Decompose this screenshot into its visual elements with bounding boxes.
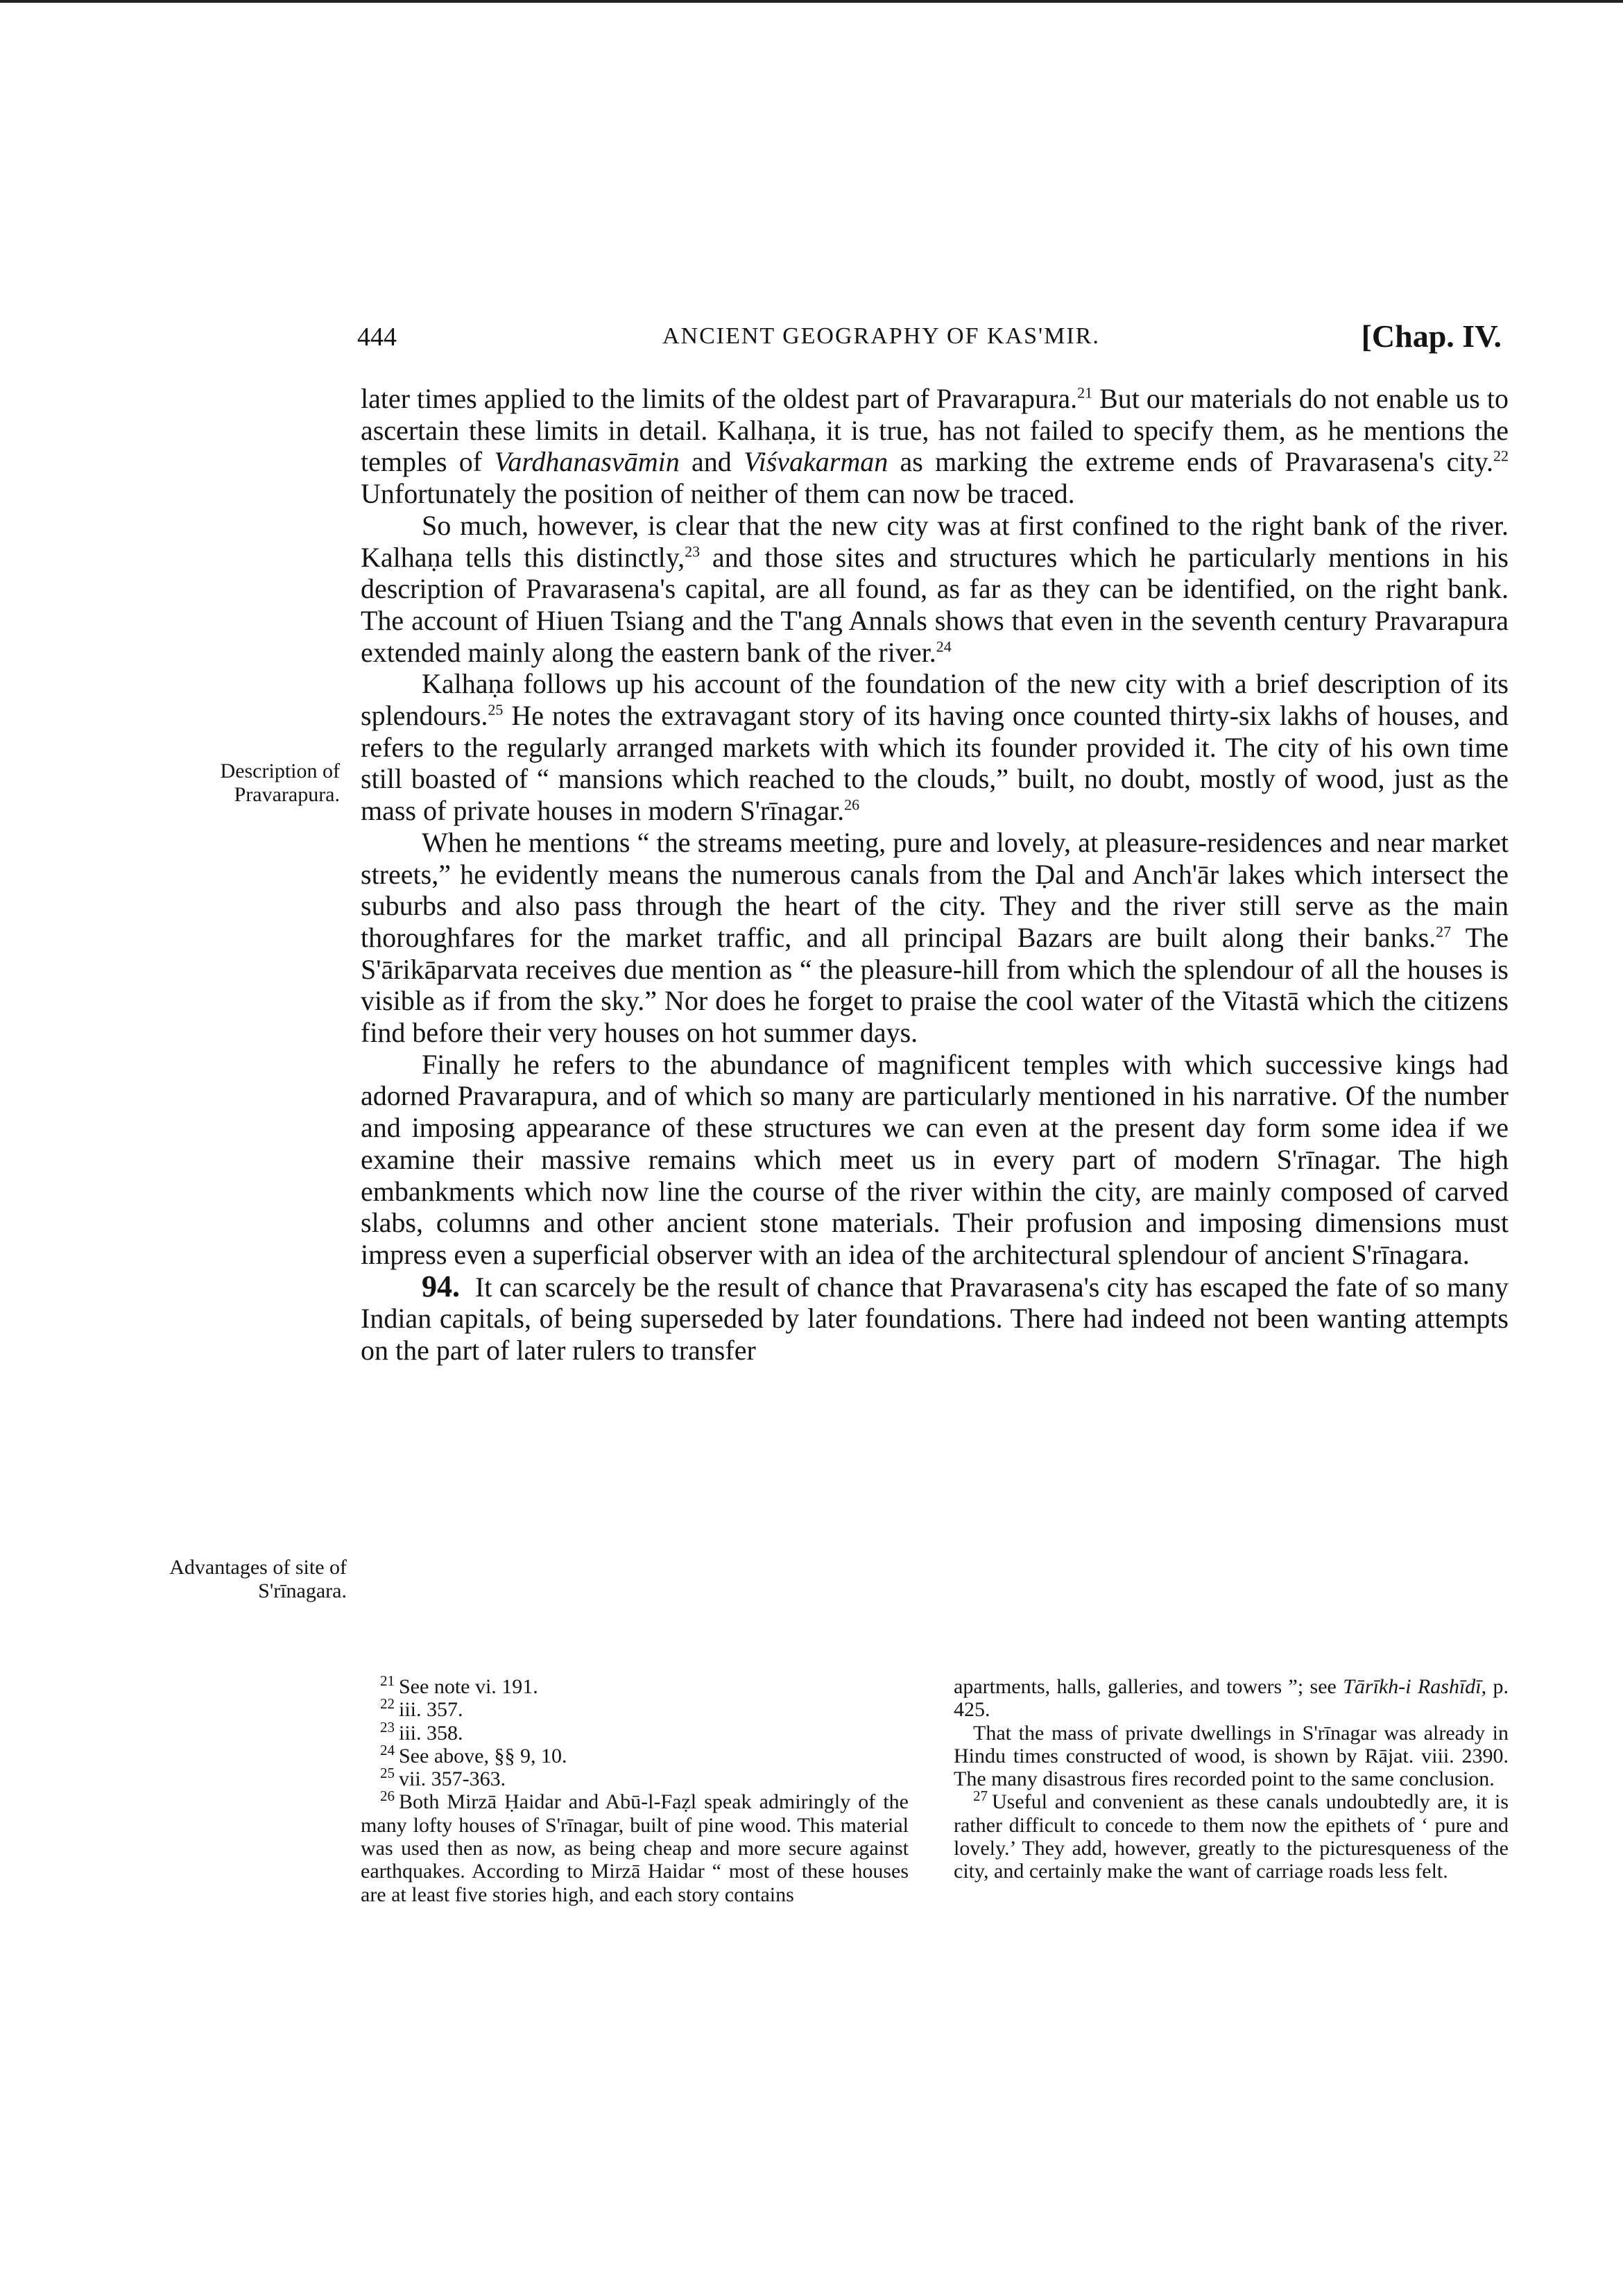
footnote-25: $^{25}$ vii. 357-363. (380, 1765, 506, 1791)
footnote-22: $^{22}$ iii. 357. (380, 1695, 463, 1722)
paragraph-3: Kalhaṇa follows up his account of the foundation of the new city with a brief description of its splendours.$^{25}$ He notes the extravagant story of its having once counted thirty-six lakhs of houses, and refers to the regularly arranged markets with which its founder provided it. The city of his own time still boasted of “ mansions which reached to the clouds,” built, no doubt, mostly of wood, just as the mass of private houses in modern S'rīnagar.$^{26}$ (361, 668, 1509, 827)
footnote-27: $^{27}$ Useful and convenient as these canals undoubtedly are, it is rather difficult to concede to them now the epithets of ‘ pure and lovely.’ They add, however, greatly to the picturesqueness of the city, and certainly make the want of carriage roads less felt. (954, 1788, 1509, 1883)
margin-note-advantages: Advantages of site of S'rīnagara. (169, 1556, 347, 1602)
footnote-26-continued: apartments, halls, galleries, and towers ”; see Tārīkh-i Rashīdī, p. 425. (954, 1675, 1509, 1722)
chapter-label: [Chap. IV. (1361, 318, 1502, 354)
paragraph-5: Finally he refers to the abundance of magnificent temples with which successive kings had adorned Pravarapura, and of which so many are particularly mentioned in his narrative. Of the number and imposing appearance of these structures we can even at the present day form some idea if we examine their massive remains which meet us in every part of modern S'rīnagar. The high embankments which now line the course of the river within the city, are mainly composed of carved slabs, columns and other ancient stone materials. Their profusion and imposing dimensions must impress even a superficial observer with an idea of the architectural splendour of ancient S'rīnagara. (361, 1048, 1509, 1270)
paragraph-6: 94. It can scarcely be the result of chance that Pravarasena's city has escaped the fate of so many Indian capitals, of being superseded by later foundations. There had indeed not been wanting attempts on the part of later rulers to transfer (361, 1269, 1509, 1367)
page-number: 444 (357, 323, 397, 352)
paragraph-1: later times applied to the limits of the oldest part of Pravarapura.$^{21}$ But our materials do not enable us to ascertain these limits in detail. Kalhaṇa, it is true, has not failed to specify them, as he mentions the temples of Vardhanasvāmin and Viśvakarman as marking the extreme ends of Pravarasena's city.$^{22}$ Unfortunately the position of neither of them can now be traced. (361, 383, 1509, 510)
page-header (357, 318, 1502, 359)
footnote-ref-22[interactable]: 22 (1493, 447, 1509, 465)
footnote-ref-26[interactable]: 26 (844, 796, 860, 814)
paragraph-4: When he mentions “ the streams meeting, pure and lovely, at pleasure-residences and near market streets,” he evidently means the numerous canals from the Ḍal and Anch'ār lakes which intersect the suburbs and also pass through the heart of the city. They and the river still serve as the main thoroughfares for the market traffic, and all principal Bazars are built along their banks.$^{27}$ The S'ārikāparvata receives due mention as “ the pleasure-hill from which the splendour of all the houses is visible as if from the sky.” Nor does he forget to praise the cool water of the Vitastā which the citizens find before their very houses on hot summer days. (361, 826, 1509, 1049)
footnote-ref-24[interactable]: 24 (936, 637, 952, 656)
footnote-ref-27[interactable]: 27 (1436, 923, 1452, 941)
footnote-26: $^{26}$ Both Mirzā Ḥaidar and Abū-l-Faẓl speak admiringly of the many lofty houses of S'rīnagar, built of pine wood. This material was used then as now, as being cheap and more secure against earthquakes. According to Mirzā Haidar “ most of these houses are at least five stories high, and each story contains (361, 1788, 909, 1906)
footnote-ref-23[interactable]: 23 (685, 542, 701, 560)
footnote-ref-21[interactable]: 21 (1077, 384, 1093, 402)
main-text (361, 383, 1509, 1367)
footnotes-left (361, 1672, 909, 1906)
footnote-23: $^{23}$ iii. 358. (380, 1718, 463, 1745)
top-border (0, 0, 1623, 3)
footnotes-right (954, 1675, 1509, 1883)
margin-note-description: Description of Pravarapura. (220, 760, 340, 806)
footnote-26-paragraph: That the mass of private dwellings in S'rīnagar was already in Hindu times constructed of wood, is shown by Rājat. viii. 2390. The many disastrous fires recorded point to the same conclusion. (954, 1721, 1509, 1791)
running-title: ANCIENT GEOGRAPHY OF KAS'MIR. (662, 323, 1100, 349)
footnote-ref-25[interactable]: 25 (488, 701, 504, 719)
footnote-24: $^{24}$ See above, §§ 9, 10. (380, 1741, 567, 1767)
section-number: 94. (422, 1269, 460, 1303)
footnote-21: $^{21}$ See note vi. 191. (380, 1672, 538, 1698)
paragraph-2: So much, however, is clear that the new city was at first confined to the right bank of the river. Kalhaṇa tells this distinctly,$^{23}$ and those sites and structures which he particularly mentions in his description of Pravarasena's capital, are all found, as far as they can be identified, on the right bank. The account of Hiuen Tsiang and the T'ang Annals shows that even in the seventh century Pravarapura extended mainly along the eastern bank of the river.$^{24}$ (361, 509, 1509, 668)
